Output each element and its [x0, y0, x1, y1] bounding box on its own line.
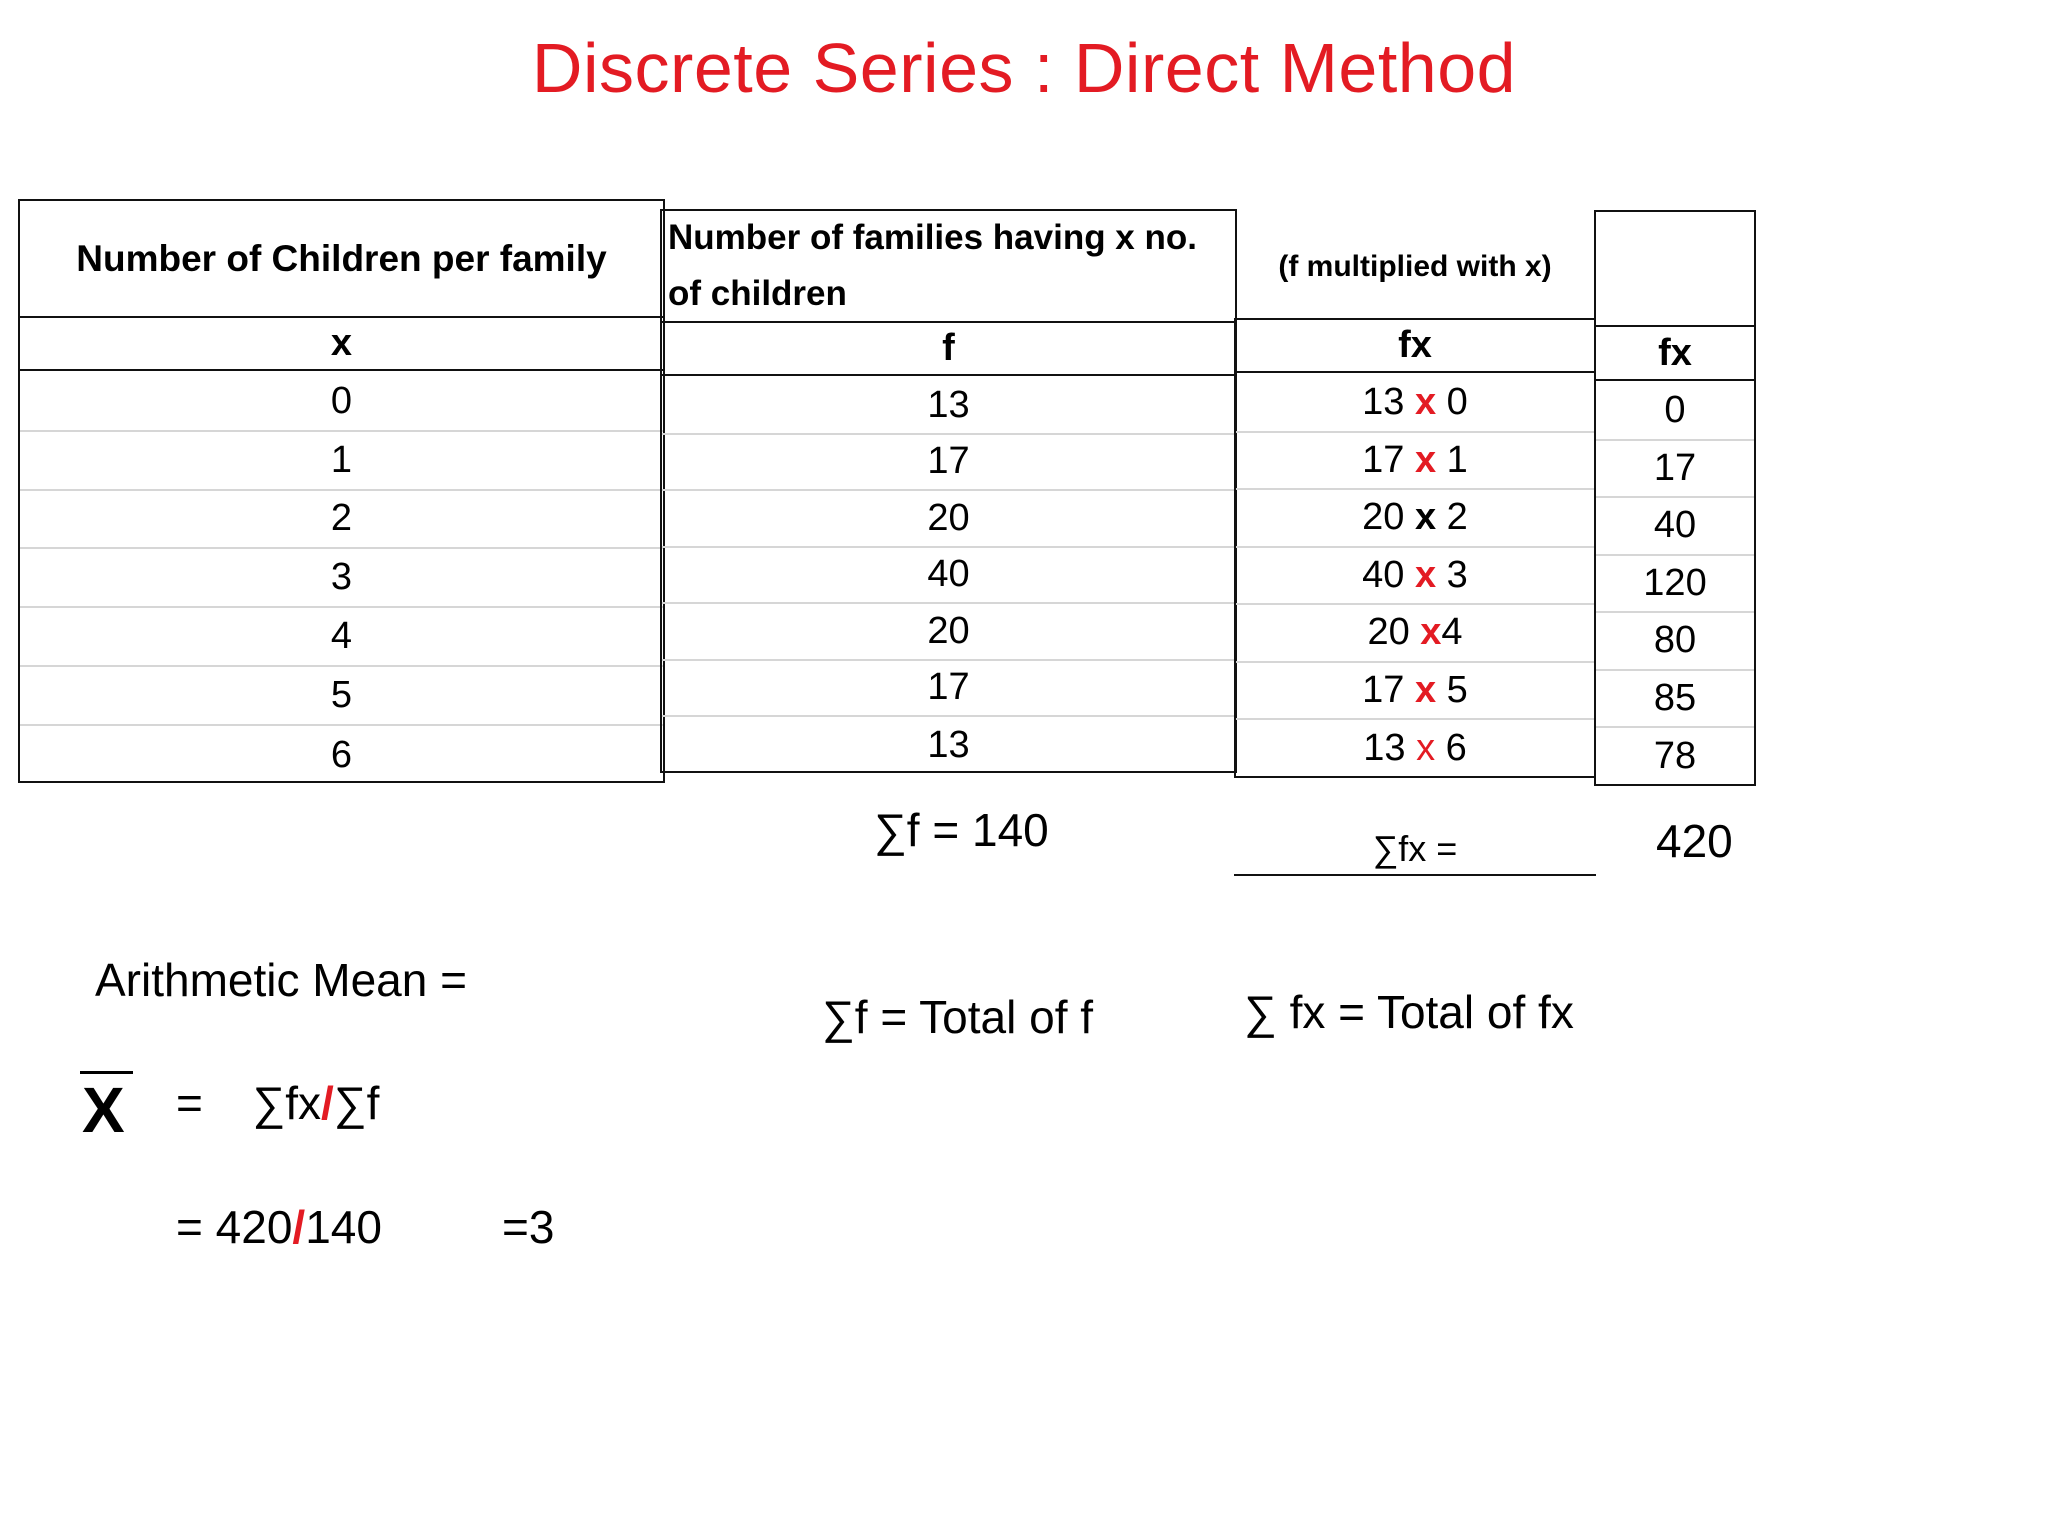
multiply-sign: x [1420, 611, 1442, 654]
calc-denominator: 140 [305, 1201, 382, 1253]
factor-f: 17 [1362, 668, 1415, 711]
table-row [1236, 605, 1594, 663]
cell-value: 6 [330, 733, 353, 776]
cell-value: 0 [1664, 389, 1686, 432]
cell-value: 85 [1653, 676, 1697, 719]
fx-sum-area [1234, 778, 1596, 876]
table-row [662, 548, 1235, 605]
formula-denominator: ∑f [333, 1077, 380, 1129]
variable-header: f [662, 323, 1235, 376]
mean-calculation [176, 1200, 382, 1254]
multiply-sign: x [1414, 438, 1437, 481]
cell-value: 120 [1643, 561, 1707, 604]
table-row [1596, 498, 1754, 556]
cell-value: 17 [927, 666, 970, 709]
table-row [1236, 548, 1594, 606]
formula-numerator: ∑fx [252, 1077, 322, 1129]
header-label-line2: of children [668, 274, 847, 313]
cell-value: 13 [927, 723, 970, 766]
mean-result: =3 [502, 1201, 555, 1253]
table-row [1236, 663, 1594, 721]
multiply-sign: x [1414, 553, 1437, 596]
cell-value: 5 [330, 673, 353, 716]
factor-x: 6 [1435, 727, 1467, 770]
sum-fx-label: ∑fx = [1372, 828, 1458, 869]
cell-value: 80 [1653, 619, 1697, 662]
table-row [20, 432, 663, 491]
cell-value: 0 [330, 379, 353, 422]
table-row [20, 726, 663, 785]
sum-fx-value: 420 [1656, 815, 1733, 867]
table-fx-values [1594, 210, 1756, 786]
sum-f: ∑f = 140 [874, 804, 1049, 856]
header-label-line1: Number of families having x no. [668, 218, 1197, 257]
table-row [662, 491, 1235, 548]
table-row [20, 491, 663, 550]
variable-header: x [20, 318, 663, 371]
cell-value: 2 [330, 497, 353, 540]
cell-value: 1 [330, 438, 353, 481]
note-sum-f: ∑f = Total of f [822, 991, 1094, 1043]
mean-symbol: X [82, 1074, 125, 1146]
table-fx-calculation [1234, 318, 1596, 778]
cell-value: 13 [927, 383, 970, 426]
table-row [1596, 728, 1754, 786]
cell-value: 20 [927, 496, 970, 539]
factor-f: 17 [1362, 438, 1415, 481]
calc-equals: = [176, 1201, 216, 1253]
factor-x: 5 [1436, 668, 1468, 711]
mean-formula [176, 1076, 379, 1130]
cell-value: 40 [1653, 504, 1697, 547]
table-children-per-family [18, 199, 665, 783]
multiply-sign: x [1414, 381, 1437, 424]
page-title: Discrete Series : Direct Method [531, 29, 1517, 107]
table-header-empty [1596, 212, 1754, 327]
table-row [20, 608, 663, 667]
table-row [662, 435, 1235, 492]
table-header [20, 201, 663, 318]
table-row [1236, 490, 1594, 548]
cell-value: 78 [1653, 735, 1697, 778]
table-families [660, 209, 1237, 773]
factor-f: 13 [1362, 381, 1415, 424]
factor-x: 2 [1436, 496, 1468, 539]
table-row [20, 373, 663, 432]
header-label: Number of Children per family [76, 237, 607, 279]
factor-x: 0 [1436, 381, 1468, 424]
factor-x: 1 [1436, 438, 1468, 481]
variable-header: fx [1236, 320, 1594, 373]
mean-label: Arithmetic Mean = [95, 954, 467, 1006]
multiply-sign: x [1416, 727, 1436, 770]
cell-value: 17 [927, 440, 970, 483]
table-row [662, 604, 1235, 661]
variable-header: fx [1596, 327, 1754, 381]
table-row [1596, 441, 1754, 499]
table-row [20, 549, 663, 608]
table-row [1596, 671, 1754, 729]
cell-value: 4 [330, 615, 353, 658]
factor-f: 20 [1362, 496, 1415, 539]
table-row [1236, 433, 1594, 491]
table-row [1236, 720, 1594, 778]
factor-x: 4 [1441, 611, 1463, 654]
cell-value: 20 [927, 609, 970, 652]
table-row [662, 378, 1235, 435]
note-sum-fx: ∑ fx = Total of fx [1244, 986, 1574, 1038]
multiply-sign: x [1414, 496, 1437, 539]
table-row [1596, 613, 1754, 671]
table-header [662, 211, 1235, 323]
fx-calc-header: (f multiplied with x) [1278, 250, 1552, 283]
calc-numerator: 420 [215, 1201, 293, 1253]
formula-slash: / [321, 1077, 334, 1129]
table-row [662, 661, 1235, 718]
table-row [662, 717, 1235, 774]
table-row [1596, 556, 1754, 614]
factor-x: 3 [1436, 553, 1468, 596]
cell-value: 17 [1653, 446, 1697, 489]
cell-value: 40 [927, 553, 970, 596]
factor-f: 40 [1362, 553, 1415, 596]
multiply-sign: x [1414, 668, 1437, 711]
formula-equals: = [176, 1077, 203, 1129]
table-row [20, 667, 663, 726]
factor-f: 20 [1367, 611, 1421, 654]
table-row [1236, 375, 1594, 433]
calc-slash: / [292, 1201, 306, 1253]
cell-value: 3 [330, 556, 353, 599]
table-row [1596, 383, 1754, 441]
factor-f: 13 [1363, 727, 1417, 770]
